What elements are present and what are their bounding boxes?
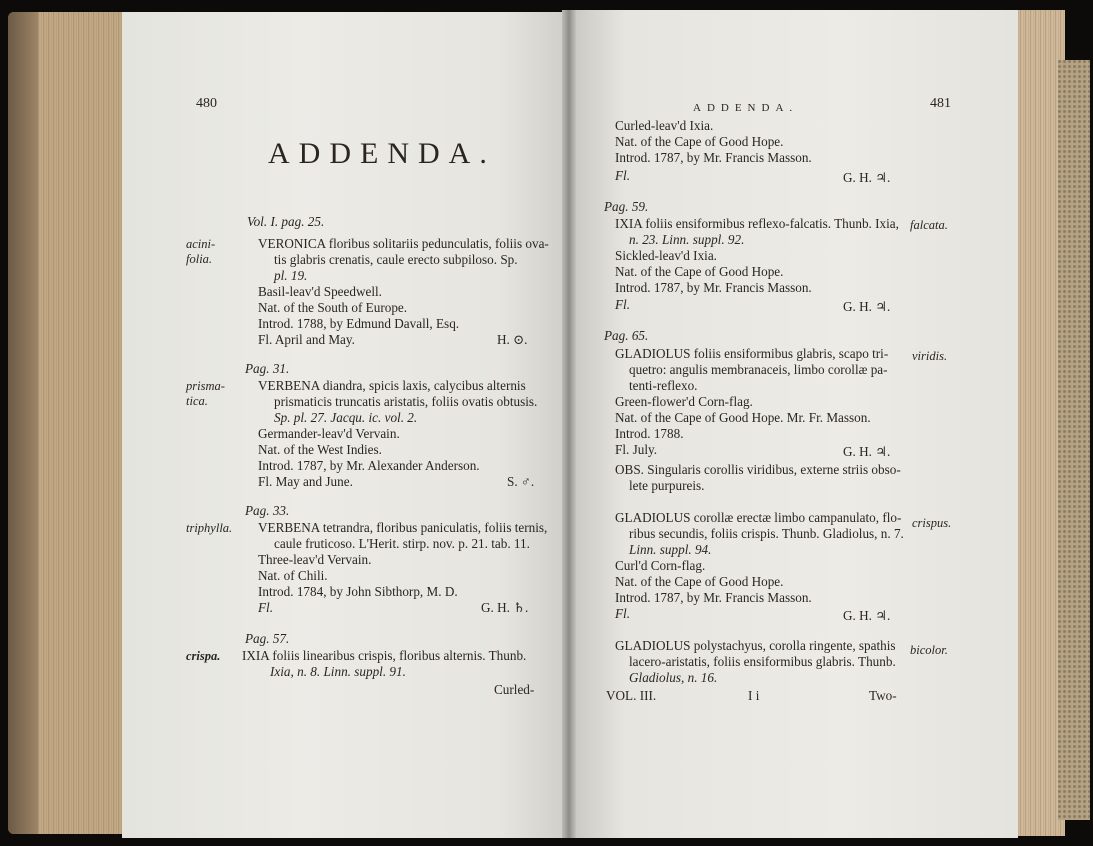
entry-line: Curled-leav'd Ixia. bbox=[615, 118, 714, 133]
entry-line: IXIA foliis ensiformibus reflexo-falcatis. Thunb. Ixia, bbox=[615, 216, 899, 231]
entry-line: IXIA foliis linearibus crispis, floribus alternis. Thunb. bbox=[242, 648, 527, 663]
entry-line: quetro: angulis membranaceis, limbo corollæ pa- bbox=[629, 362, 888, 377]
entry-line: tis glabris crenatis, caule erecto subpiloso. Sp. bbox=[274, 252, 518, 267]
entry-line: Introd. 1787, by Mr. Alexander Anderson. bbox=[258, 458, 480, 473]
flowering-time: Fl. May and June. bbox=[258, 474, 353, 489]
habitat-symbol: G. H. ♃. bbox=[843, 170, 891, 185]
entry-line: Nat. of Chili. bbox=[258, 568, 328, 583]
margin-name: falcata. bbox=[910, 218, 948, 232]
entry-line: Germander-leav'd Vervain. bbox=[258, 426, 400, 441]
entry-line: Introd. 1788, by Edmund Davall, Esq. bbox=[258, 316, 460, 331]
page-title: ADDENDA. bbox=[268, 137, 496, 170]
entry-line: Basil-leav'd Speedwell. bbox=[258, 284, 382, 299]
right-cover bbox=[1058, 60, 1090, 820]
volume-footer: VOL. III. bbox=[606, 688, 657, 703]
flowering-time: Fl. July. bbox=[615, 442, 658, 457]
book-gutter bbox=[562, 10, 576, 838]
printer-signature: I i bbox=[748, 688, 760, 703]
running-head: ADDENDA. bbox=[693, 102, 799, 114]
page-number-left: 480 bbox=[196, 96, 217, 111]
page-reference: Pag. 57. bbox=[245, 631, 290, 646]
entry-line: Nat. of the Cape of Good Hope. bbox=[615, 134, 784, 149]
entry-line: Gladiolus, n. 16. bbox=[629, 670, 718, 685]
margin-name: crispa. bbox=[186, 649, 221, 663]
entry-line: Curl'd Corn-flag. bbox=[615, 558, 706, 573]
page-number-right: 481 bbox=[930, 96, 951, 111]
entry-line: Introd. 1788. bbox=[615, 426, 684, 441]
habitat-symbol: G. H. ♃. bbox=[843, 299, 891, 314]
entry-line: Three-leav'd Vervain. bbox=[258, 552, 372, 567]
margin-name: acini- bbox=[186, 237, 216, 251]
entry-line: Sp. pl. 27. Jacqu. ic. vol. 2. bbox=[274, 410, 418, 425]
entry-line: Nat. of the South of Europe. bbox=[258, 300, 408, 315]
entry-line: prismaticis truncatis aristatis, foliis ovatis obtusis. bbox=[274, 394, 538, 409]
habitat-symbol: H. ⊙. bbox=[497, 332, 528, 347]
entry-line: GLADIOLUS polystachyus, corolla ringente, spathis bbox=[615, 638, 896, 653]
observation-line: lete purpureis. bbox=[629, 478, 705, 493]
flowering-time: Fl. bbox=[615, 168, 631, 183]
margin-name: triphylla. bbox=[186, 521, 233, 535]
margin-name: prisma- bbox=[186, 379, 225, 393]
entry-line: Green-flower'd Corn-flag. bbox=[615, 394, 753, 409]
flowering-time: Fl. April and May. bbox=[258, 332, 355, 347]
entry-line: Introd. 1787, by Mr. Francis Masson. bbox=[615, 280, 812, 295]
habitat-symbol: G. H. ♃. bbox=[843, 608, 891, 623]
catchword: Curled- bbox=[494, 682, 535, 697]
entry-line: Introd. 1787, by Mr. Francis Masson. bbox=[615, 150, 812, 165]
entry-line: Introd. 1787, by Mr. Francis Masson. bbox=[615, 590, 812, 605]
habitat-symbol: G. H. ♄. bbox=[481, 600, 529, 615]
page-reference: Pag. 59. bbox=[604, 199, 649, 214]
volume-reference: Vol. I. pag. 25. bbox=[247, 214, 325, 229]
entry-line: Linn. suppl. 94. bbox=[629, 542, 712, 557]
entry-line: Nat. of the Cape of Good Hope. bbox=[615, 264, 784, 279]
entry-line: Nat. of the Cape of Good Hope. bbox=[615, 574, 784, 589]
entry-line: VERBENA tetrandra, floribus paniculatis, foliis ternis, bbox=[258, 520, 548, 535]
entry-line: pl. 19. bbox=[274, 268, 308, 283]
entry-line: tenti-reflexo. bbox=[629, 378, 698, 393]
entry-line: ribus secundis, foliis crispis. Thunb. Gladiolus, n. 7. bbox=[629, 526, 904, 541]
margin-name: tica. bbox=[186, 394, 208, 408]
habitat-symbol: S. ♂. bbox=[507, 474, 535, 489]
observation-line: OBS. Singularis corollis viridibus, externe striis obso- bbox=[615, 462, 901, 477]
entry-line: lacero-aristatis, foliis ensiformibus glabris. Thunb. bbox=[629, 654, 896, 669]
entry-line: Ixia, n. 8. Linn. suppl. 91. bbox=[270, 664, 406, 679]
entry-line: n. 23. Linn. suppl. 92. bbox=[629, 232, 745, 247]
entry-line: Nat. of the Cape of Good Hope. Mr. Fr. Masson. bbox=[615, 410, 871, 425]
page-reference: Pag. 65. bbox=[604, 328, 649, 343]
entry-line: GLADIOLUS foliis ensiformibus glabris, scapo tri- bbox=[615, 346, 889, 361]
entry-line: VERBENA diandra, spicis laxis, calycibus alternis bbox=[258, 378, 526, 393]
flowering-time: Fl. bbox=[615, 297, 631, 312]
entry-line: Introd. 1784, by John Sibthorp, M. D. bbox=[258, 584, 458, 599]
entry-line: GLADIOLUS corollæ erectæ limbo campanulato, flo- bbox=[615, 510, 902, 525]
entry-line: VERONICA floribus solitariis pedunculatis, foliis ova- bbox=[258, 236, 549, 251]
flowering-time: Fl. bbox=[258, 600, 274, 615]
habitat-symbol: G. H. ♃. bbox=[843, 444, 891, 459]
catchword: Two- bbox=[869, 688, 897, 703]
flowering-time: Fl. bbox=[615, 606, 631, 621]
left-cover-edge bbox=[8, 12, 38, 834]
entry-line: Nat. of the West Indies. bbox=[258, 442, 382, 457]
page-reference: Pag. 31. bbox=[245, 361, 290, 376]
margin-name: folia. bbox=[186, 252, 213, 266]
page-reference: Pag. 33. bbox=[245, 503, 290, 518]
entry-line: Sickled-leav'd Ixia. bbox=[615, 248, 717, 263]
margin-name: crispus. bbox=[912, 516, 952, 530]
entry-line: caule fruticoso. L'Herit. stirp. nov. p. 21. tab. 11. bbox=[274, 536, 530, 551]
margin-name: viridis. bbox=[912, 349, 948, 363]
margin-name: bicolor. bbox=[910, 643, 948, 657]
